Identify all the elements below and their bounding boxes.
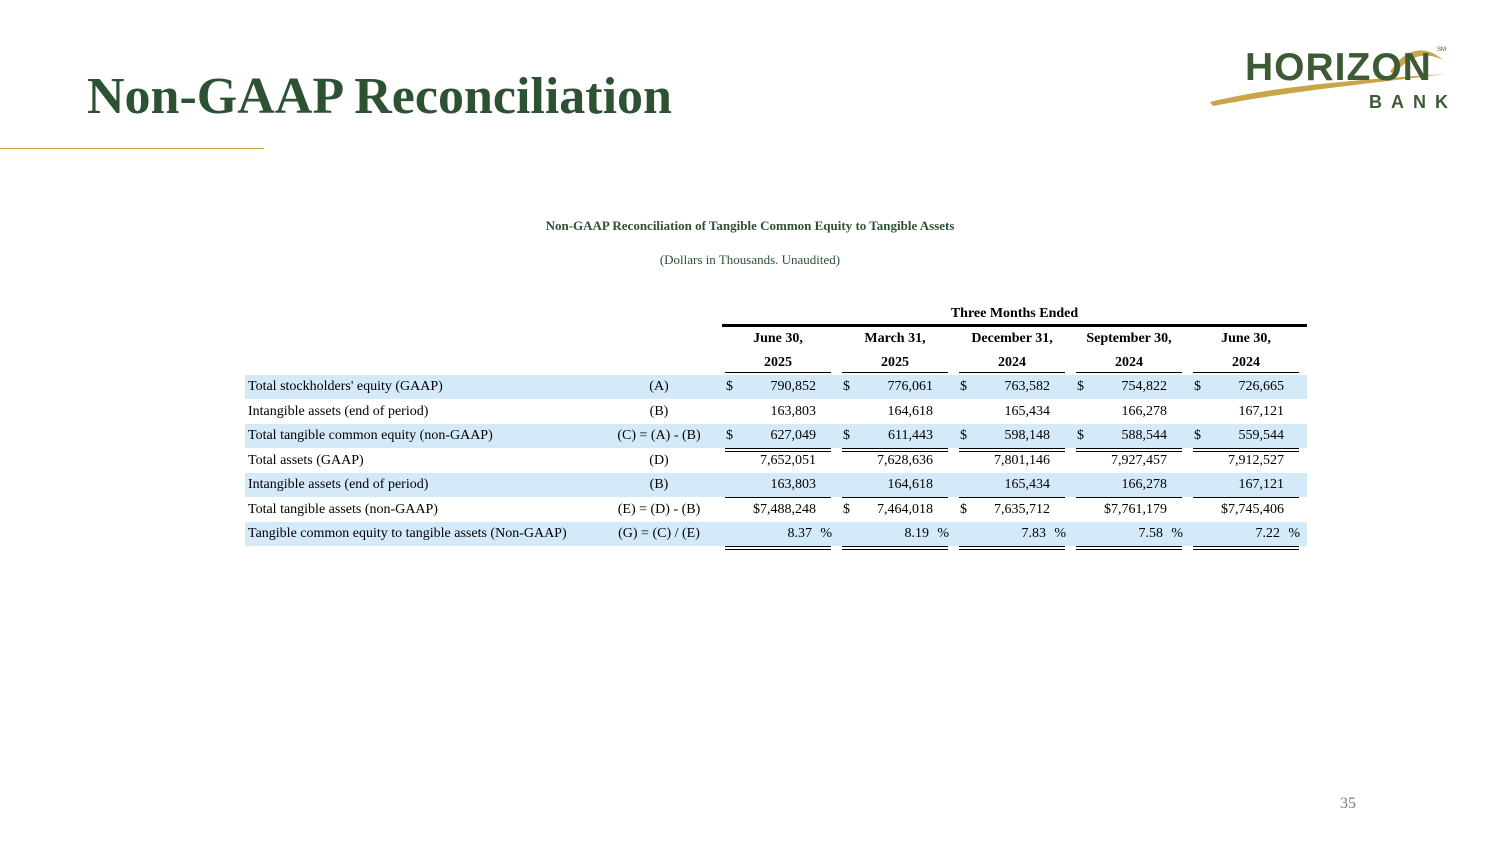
cell-value: 163,803 [770,477,816,492]
value-cell [722,400,834,424]
column-header [839,327,951,373]
value-cell [1073,375,1185,399]
row-formula: (D) [649,452,669,468]
percent-sign: % [820,526,832,541]
double-underline [959,546,1065,550]
value-cell [839,424,951,448]
table-row [245,498,1307,522]
cell-value: 754,822 [1121,379,1167,394]
row-formula: (A) [649,379,669,394]
row-label: Total stockholders' equity (GAAP) [248,379,443,394]
row-label: Tangible common equity to tangible assets (Non-GAAP) [248,526,567,541]
currency-symbol: $ [1077,379,1084,394]
horizon-bank-logo [1205,40,1455,120]
page-number: 35 [1340,795,1356,812]
cell-value: 164,618 [887,477,933,492]
value-cell [1190,375,1302,399]
cell-value: 166,278 [1121,403,1167,419]
value-cell [722,424,834,448]
currency-symbol: $ [1077,428,1084,443]
table-row [245,522,1307,546]
row-formula: (G) = (C) / (E) [618,526,700,541]
value-cell [722,375,834,399]
column-header [722,327,834,373]
table-row [245,375,1307,399]
column-header-year: 2025 [881,355,909,370]
row-label: Intangible assets (end of period) [248,403,429,419]
column-header-date: June 30, [1221,331,1271,346]
cell-value: 166,278 [1121,477,1167,492]
cell-value: 7.22 [1255,526,1280,541]
cell-value: 726,665 [1238,379,1284,394]
value-cell [1190,522,1302,546]
table-subtitle: (Dollars in Thousands. Unaudited) [659,252,841,267]
currency-symbol: $ [726,379,733,394]
column-header-rule [842,372,948,373]
table-row [245,424,1307,448]
cell-value: 164,618 [887,403,933,419]
percent-sign: % [1171,526,1183,541]
column-header-date: June 30, [753,331,803,346]
column-header-date: December 31, [971,331,1053,346]
row-label: Total tangible assets (non-GAAP) [248,501,438,517]
column-header-rule [1193,372,1299,373]
cell-value: 7,652,051 [760,452,816,468]
double-underline [842,546,948,550]
column-header [956,327,1068,373]
cell-value: 165,434 [1004,403,1050,419]
value-cell [722,473,834,497]
value-cell [1073,522,1185,546]
column-header-year: 2024 [1115,355,1143,370]
value-cell [839,400,951,424]
currency-symbol: $ [1194,379,1201,394]
logo-wordmark: HORIZON [1245,46,1432,89]
period-header: Three Months Ended [722,303,1307,327]
row-label: Intangible assets (end of period) [248,477,429,492]
value-cell [839,498,951,522]
column-header-date: September 30, [1086,331,1172,346]
cell-value: 7.83 [1021,526,1046,541]
cell-value: 627,049 [770,428,816,443]
column-header-year: 2024 [998,355,1026,370]
value-cell [1190,498,1302,522]
column-header-year: 2025 [764,355,792,370]
cell-value: $7,745,406 [1221,501,1284,517]
currency-symbol: $ [843,428,850,443]
cell-value: 7,628,636 [877,452,933,468]
column-header-rule [959,372,1065,373]
value-cell [839,449,951,473]
currency-symbol: $ [843,501,850,517]
percent-sign: % [1288,526,1300,541]
column-header-rule [1076,372,1182,373]
cell-value: 790,852 [770,379,816,394]
row-label: Total assets (GAAP) [248,452,364,468]
value-cell [1073,400,1185,424]
table-row [245,449,1307,473]
value-cell [1190,424,1302,448]
cell-value: 167,121 [1238,477,1284,492]
logo-subtitle: BANK [1369,92,1457,112]
value-cell [956,400,1068,424]
cell-value: 7,635,712 [994,501,1050,517]
percent-sign: % [1054,526,1066,541]
value-cell [956,498,1068,522]
cell-value: 8.19 [904,526,929,541]
value-cell [839,522,951,546]
row-formula: (B) [649,403,669,419]
logo-trademark: SM [1437,47,1446,53]
table-row [245,473,1307,497]
cell-value: 7,927,457 [1111,452,1167,468]
value-cell [956,473,1068,497]
value-cell [1073,498,1185,522]
cell-value: 7,464,018 [877,501,933,517]
currency-symbol: $ [726,428,733,443]
value-cell [1190,400,1302,424]
column-header [1073,327,1185,373]
value-cell [839,473,951,497]
row-formula: (E) = (D) - (B) [617,501,701,517]
cell-value: 598,148 [1004,428,1050,443]
cell-value: 165,434 [1004,477,1050,492]
cell-value: 611,443 [888,428,933,443]
value-cell [1073,424,1185,448]
value-cell [956,449,1068,473]
value-cell [839,375,951,399]
cell-value: 7,801,146 [994,452,1050,468]
cell-value: 163,803 [770,403,816,419]
value-cell [1190,449,1302,473]
double-underline [725,546,831,550]
value-cell [956,375,1068,399]
cell-value: $7,761,179 [1104,501,1167,517]
currency-symbol: $ [960,501,967,517]
value-cell [956,522,1068,546]
column-header-rule [725,372,831,373]
currency-symbol: $ [960,428,967,443]
cell-value: 776,061 [887,379,933,394]
currency-symbol: $ [843,379,850,394]
cell-value: $7,488,248 [753,501,816,517]
table-title: Non-GAAP Reconciliation of Tangible Common Equity to Tangible Assets [545,218,955,233]
table-row [245,400,1307,424]
cell-value: 8.37 [787,526,812,541]
double-underline [1193,546,1299,550]
value-cell [956,424,1068,448]
value-cell [1190,473,1302,497]
cell-value: 763,582 [1004,379,1050,394]
column-header [1190,327,1302,373]
page-title: Non-GAAP Reconciliation [87,68,672,125]
row-formula: (B) [649,477,669,492]
title-divider [0,148,264,149]
value-cell [722,449,834,473]
value-cell [722,498,834,522]
value-cell [1073,449,1185,473]
percent-sign: % [937,526,949,541]
currency-symbol: $ [1194,428,1201,443]
row-label: Total tangible common equity (non-GAAP) [248,428,493,443]
cell-value: 588,544 [1121,428,1167,443]
currency-symbol: $ [960,379,967,394]
row-formula: (C) = (A) - (B) [617,428,701,443]
cell-value: 559,544 [1238,428,1284,443]
cell-value: 7,912,527 [1228,452,1284,468]
cell-value: 167,121 [1238,403,1284,419]
value-cell [1073,473,1185,497]
cell-value: 7.58 [1138,526,1163,541]
column-header-year: 2024 [1232,355,1260,370]
value-cell [722,522,834,546]
double-underline [1076,546,1182,550]
column-header-date: March 31, [864,331,926,346]
